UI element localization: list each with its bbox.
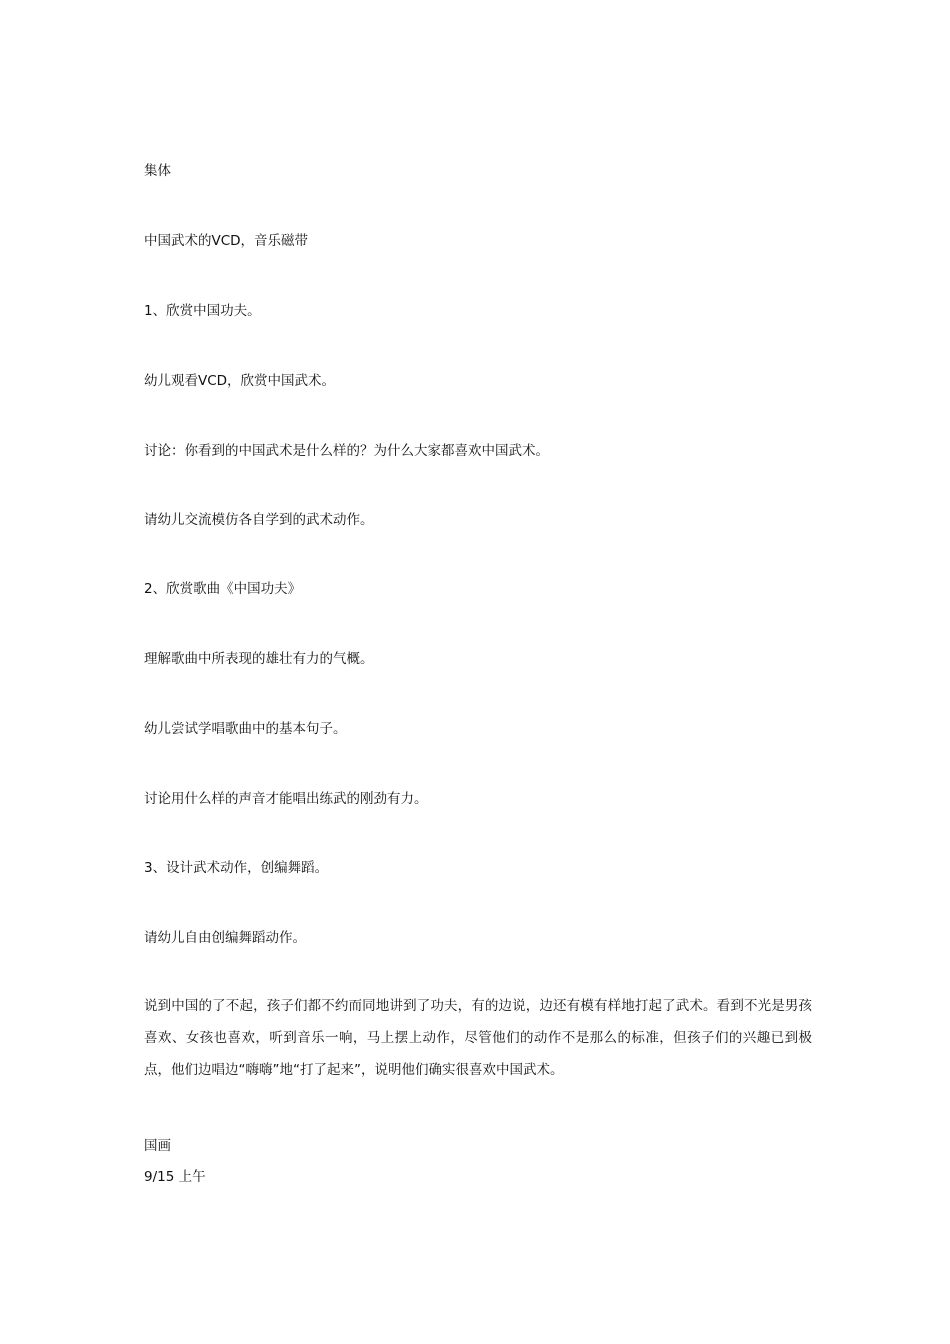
step-2-heading: 2、欣赏歌曲《中国功夫》 <box>144 581 302 597</box>
footer-date: 9/15 上午 <box>144 1169 206 1185</box>
step-2-sing: 幼儿尝试学唱歌曲中的基本句子。 <box>144 721 347 737</box>
step-1-heading: 1、欣赏中国功夫。 <box>144 303 261 319</box>
materials: 中国武术的VCD，音乐磁带 <box>144 233 309 249</box>
step-3-heading: 3、设计武术动作，创编舞蹈。 <box>144 860 329 876</box>
step-2-understand: 理解歌曲中所表现的雄壮有力的气概。 <box>144 651 374 667</box>
reflection-paragraph: 说到中国的了不起，孩子们都不约而同地讲到了功夫，有的边说，边还有模有样地打起了武术。看到不光是男孩喜欢、女孩也喜欢，听到音乐一响，马上摆上动作，尽管他们的动作不是那么的标准，但孩子们的兴趣已到极点，他们边唱边“嗨嗨”地“打了起来”，说明他们确实很喜欢中国武术。 <box>144 998 812 1078</box>
step-1-discussion: 讨论：你看到的中国武术是什么样的？为什么大家都喜欢中国武术。 <box>144 443 549 459</box>
step-3-create: 请幼儿自由创编舞蹈动作。 <box>144 930 306 946</box>
footer-subject: 国画 <box>144 1138 171 1154</box>
step-1-imitate: 请幼儿交流模仿各自学到的武术动作。 <box>144 512 374 528</box>
activity-form: 集体 <box>144 163 171 179</box>
step-1-watch: 幼儿观看VCD，欣赏中国武术。 <box>144 373 336 389</box>
step-2-discussion: 讨论用什么样的声音才能唱出练武的刚劲有力。 <box>144 791 428 807</box>
